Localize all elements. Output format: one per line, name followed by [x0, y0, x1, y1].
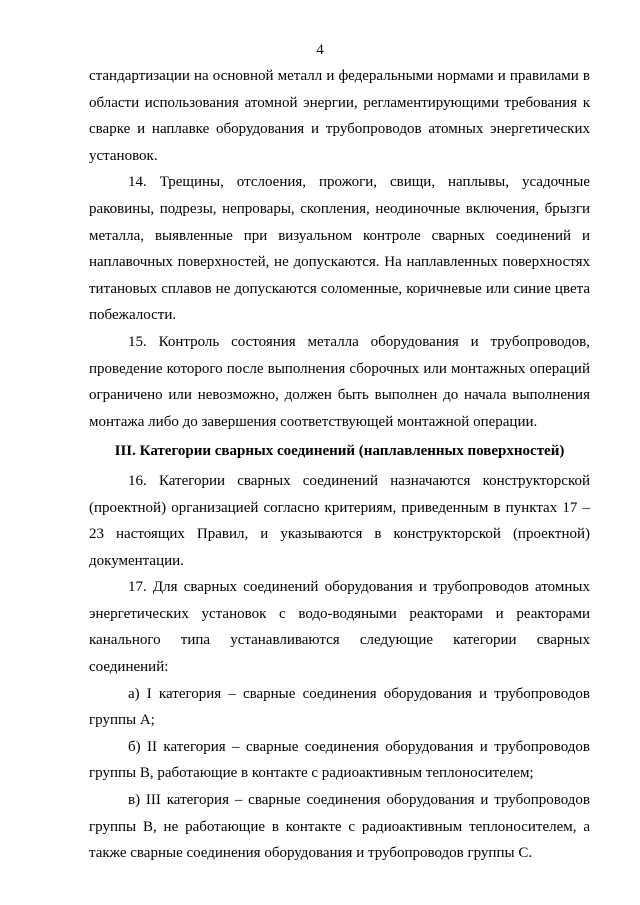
paragraph-17: 17. Для сварных соединений оборудования и трубопроводов атомных энергетических установок с водо-водяными реакторами и реакторами канального типа устанавливаются следующие категории сварных соединений: — [89, 579, 590, 676]
list-item-b: б) II категория – сварные соединения оборудования и трубопроводов группы В, работающие в контакте с радиоактивным теплоносителем; — [89, 738, 590, 782]
paragraph-15: 15. Контроль состояния металла оборудования и трубопроводов, проведение которого после выполнения сборочных или монтажных операций ограничено или невозможно, должен быть выполнен до начала выполнения монтажа либо до завершения соответствующей монтажной операции. — [89, 333, 590, 430]
list-item-v: в) III категория – сварные соединения оборудования и трубопроводов группы В, не работающие в контакте с радиоактивным теплоносителем, а также сварные соединения оборудования и трубопроводов группы С. — [89, 792, 590, 862]
document-body — [89, 63, 590, 867]
paragraph-14: 14. Трещины, отслоения, прожоги, свищи, наплывы, усадочные раковины, подрезы, непровары, скопления, неодиночные включения, брызги металла, выявленные при визуальном контроле сварных соединений и наплавочных поверхностей, не допускаются. На наплавленных поверхностях титановых сплавов не допускаются соломенные, коричневые или синие цвета побежалости. — [89, 174, 590, 324]
section-heading-iii: III. Категории сварных соединений (наплавленных поверхностей) — [114, 443, 565, 460]
list-item-a: а) I категория – сварные соединения оборудования и трубопроводов группы А; — [89, 685, 590, 729]
paragraph-continuation: стандартизации на основной металл и федеральными нормами и правилами в области использования атомной энергии, регламентирующими требования к сварке и наплавке оборудования и трубопроводов атомных энергетических установок. — [89, 68, 590, 164]
page-number: 4 — [316, 42, 324, 58]
paragraph-16: 16. Категории сварных соединений назначаются конструкторской (проектной) организацией согласно критериям, приведенным в пунктах 17 – 23 настоящих Правил, и указываются в конструкторской (проектной) документации. — [89, 472, 590, 569]
